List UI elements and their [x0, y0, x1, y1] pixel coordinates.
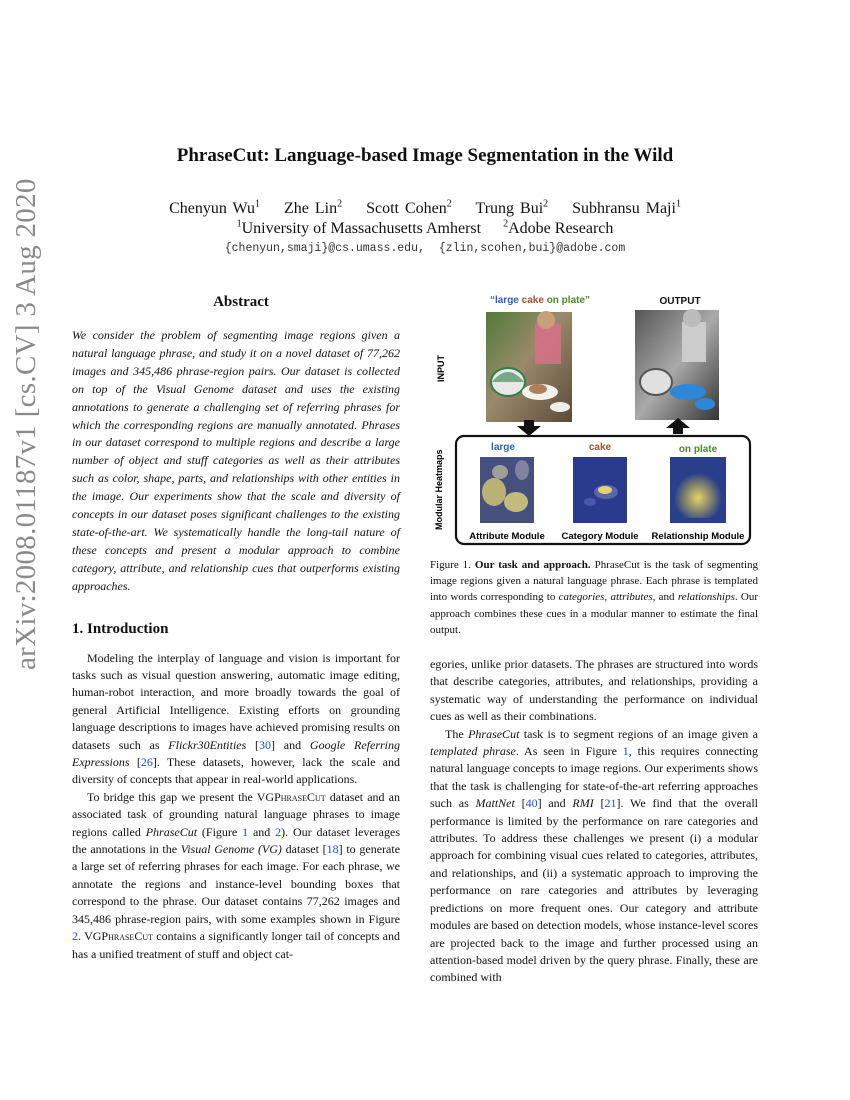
intro-paragraph: To bridge this gap we present the VGPhraseCut dataset and an associated task of grounding natural language phrases to image regions called PhraseCut (Figure 1 and 2). Our dataset leverages the annotations in the Visual Genome (VG) dataset [18] to generate a large set of referring phrases for each image. For each phrase, we annotate the regions and instance-level bounding boxes that correspond to the phrase. Our dataset contains 77,262 images and 345,486 phrase-region pairs, with some examples shown in Figure 2. VGPhraseCut contains a significantly longer tail of concepts and has a unified treatment of stuff and object cat- — [72, 789, 401, 961]
citation-link[interactable]: 30 — [259, 737, 272, 752]
citation-link[interactable]: 21 — [604, 796, 617, 811]
down-arrow — [517, 420, 541, 436]
author-emails — [0, 242, 850, 255]
section-heading-introduction: 1. Introduction — [72, 620, 169, 637]
heatmaps-label: Modular Heatmaps — [434, 449, 444, 530]
author: Chenyun Wu$^1$ — [169, 199, 261, 218]
citation-link[interactable]: 26 — [140, 755, 153, 770]
category-module-label: Category Module — [561, 531, 639, 542]
figure-1 — [430, 292, 760, 548]
figure-link[interactable]: 2 — [275, 824, 282, 839]
figure-output-label: OUTPUT — [659, 296, 701, 307]
abstract-heading: Abstract — [213, 294, 269, 310]
email: {zlin,scohen,bui}@adobe.com — [438, 242, 626, 255]
author-list — [0, 199, 850, 218]
output-photo — [635, 309, 719, 420]
author: Trung Bui$^2$ — [475, 199, 549, 218]
affiliation: $^2$Adobe Research — [503, 219, 614, 238]
attribute-heatmap — [480, 457, 534, 523]
figure-link[interactable]: 1 — [242, 824, 249, 839]
arxiv-stamp — [10, 178, 42, 692]
citation-link[interactable]: 18 — [326, 842, 339, 857]
up-arrow — [666, 418, 690, 434]
paper-title: PhraseCut: Language-based Image Segmentation in the Wild — [176, 145, 674, 166]
email: {chenyun,smaji}@cs.umass.edu, — [224, 242, 425, 255]
word-cake: cake — [588, 442, 612, 453]
intro-paragraph: Modeling the interplay of language and vision is important for tasks such as visual question answering, automatic image editing, human-robot interaction, and more broadly towards the goal of general Artificial Intelligence. Existing efforts on grounding language descriptions to images have achieved promising results on datasets such as Flickr30Entities [30] and Google Referring Expressions [26]. These datasets, however, lack the scale and diversity of concepts that appear in real-world applications. — [72, 650, 400, 787]
relationship-heatmap — [670, 457, 726, 523]
input-photo — [486, 311, 572, 422]
right-column — [430, 656, 758, 987]
affiliation: $^1$University of Massachusetts Amherst — [236, 219, 482, 238]
attribute-module-label: Attribute Module — [469, 531, 545, 542]
word-large: large — [491, 442, 515, 453]
body-paragraph: egories, unlike prior datasets. The phrases are structured into words that describe categories, attributes, and relationships, providing a systematic way of understanding the performance on individual cues as well as their combinations. — [430, 657, 758, 724]
author: Zhe Lin$^2$ — [284, 199, 343, 218]
arxiv-id: arXiv:2008.01187v1 [cs.CV] 3 Aug 2020 — [10, 178, 42, 670]
relationship-module-label: Relationship Module — [651, 531, 745, 542]
figure-query-phrase: “large cake on plate” — [489, 295, 591, 306]
affiliations — [0, 219, 850, 238]
body-paragraph: The PhraseCut task is to segment regions of an image given a templated phrase. As seen in Figure 1, this requires connecting natural language concepts to image regions. Our experiments shows that the task is challenging for state-of-the-art referring approaches such as MattNet [40] and RMI [21]. We find that the overall performance is limited by the performance on rare categories and attributes. To address these challenges we present (i) a modular approach for combining visual cues related to categories, attributes, and relationships, and (ii) a systematic approach to improving the performance on rare categories and attributes by leveraging predictions on more frequent ones. Our category and attribute modules are based on detection models, whose instance-level scores are projected back to the image and further processed using an attention-based model driven by the query phrase. Finally, these are combined with — [430, 726, 758, 985]
figure-link[interactable]: 2 — [72, 929, 78, 944]
left-column — [72, 294, 400, 963]
author: Scott Cohen$^2$ — [366, 199, 452, 218]
citation-link[interactable]: 40 — [525, 796, 538, 811]
abstract-text: We consider the problem of segmenting image regions given a natural language phrase, and study it on a novel dataset of 77,262 images and 345,486 phrase-region pairs. Our dataset is collected on top of the Visual Genome dataset and uses the existing annotations to generate a challenging set of referring phrases for which the corresponding regions are manually annotated. Phrases in our dataset correspond to multiple regions and describe a large number of object and stuff categories as well as their attributes such as color, shape, parts, and relationships with other entities in the image. Our experiments show that the scale and diversity of concepts in our dataset poses significant challenges to the existing state-of-the-art. We systematically handle the long-tail nature of these concepts and present a modular approach to combine category, attribute, and relationship cues that outperforms existing approaches. — [72, 328, 400, 593]
input-label: INPUT — [436, 355, 446, 382]
figure-caption: Figure 1. Our task and approach. PhraseCut is the task of segmenting image regions given a natural language phrase. Each phrase is templated into words corresponding to categories, attributes, and relationships. Our approach combines these cues in a modular manner to estimate the final output. — [430, 559, 758, 636]
word-on-plate: on plate — [678, 444, 718, 455]
figure-link[interactable]: 1 — [622, 744, 629, 759]
author: Subhransu Maji$^1$ — [572, 199, 681, 218]
category-heatmap — [573, 457, 627, 523]
